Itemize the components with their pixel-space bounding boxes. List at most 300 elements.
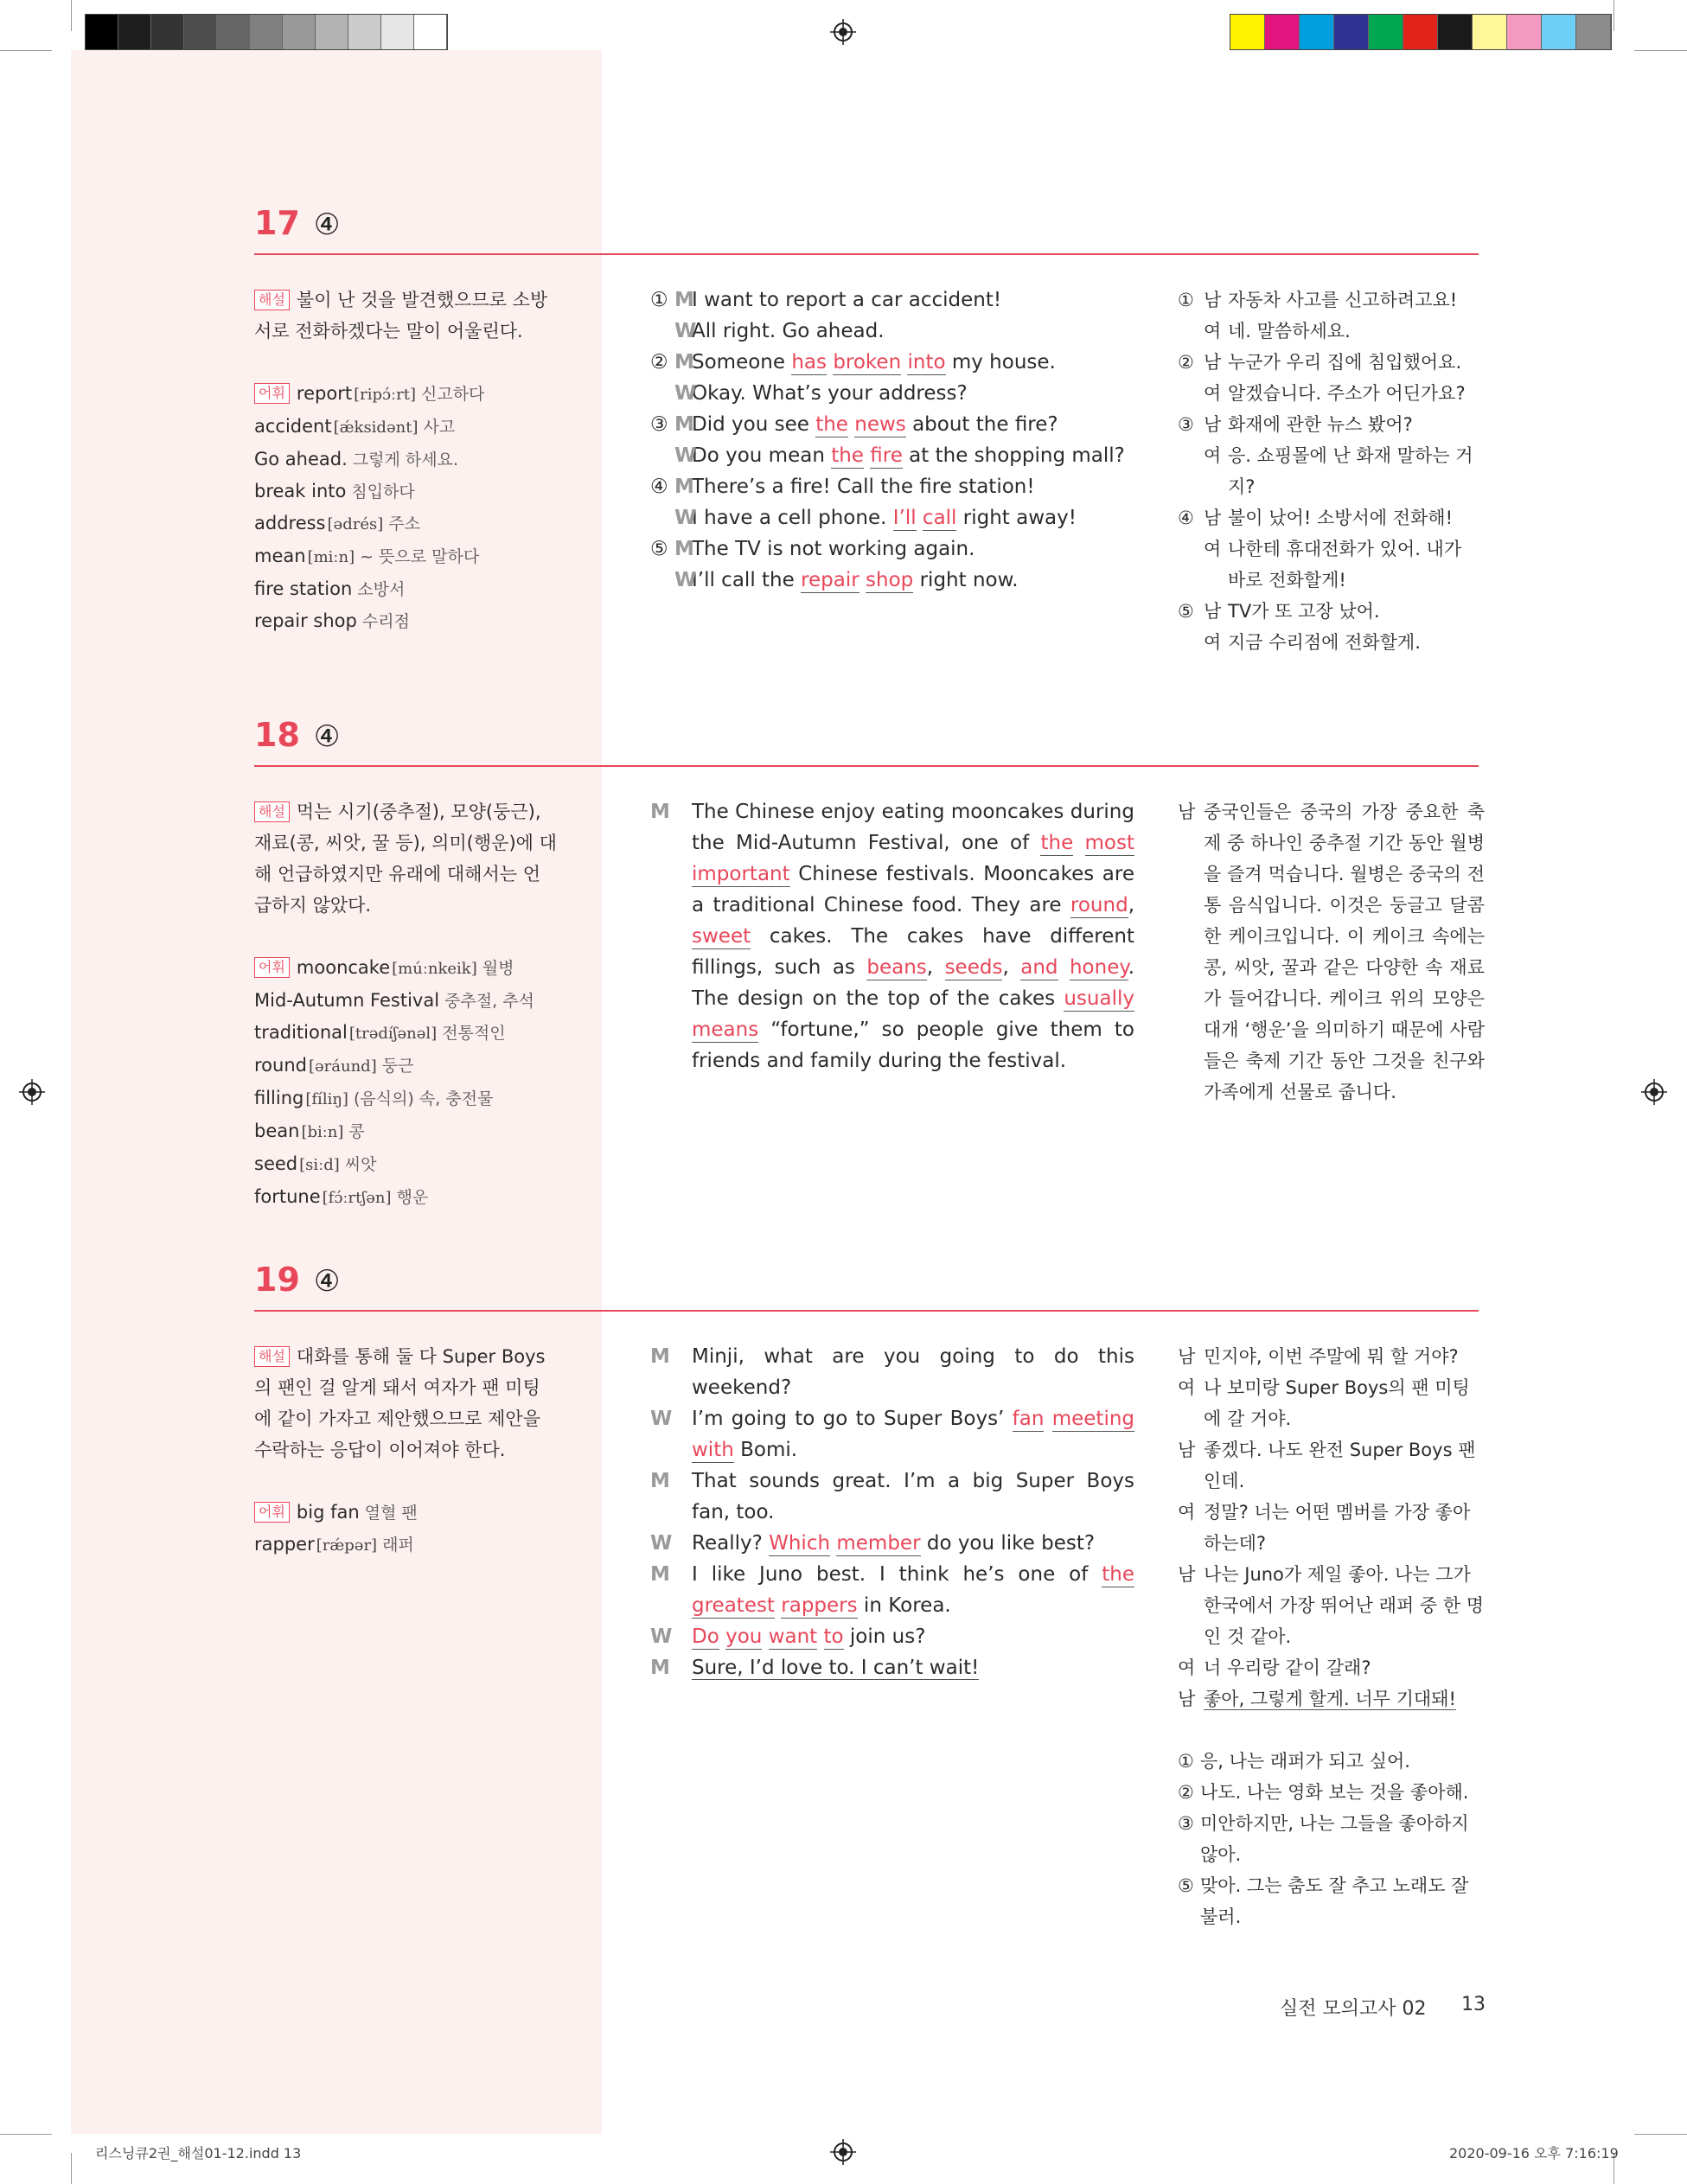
line-text: There’s a fire! Call the fire station! [692, 476, 1035, 498]
q17-dialogue [650, 284, 1134, 596]
answer-option [1178, 1777, 1485, 1808]
option-number: ⑤ [1178, 601, 1194, 622]
speaker-label: 여 [1204, 539, 1222, 559]
speaker-label: W [674, 569, 697, 591]
color-swatch [1265, 15, 1300, 49]
speaker-label: 남 [1178, 1564, 1196, 1585]
translation-text: 나 보미랑 Super Boys의 팬 미팅에 갈 거야. [1204, 1377, 1470, 1429]
dialogue-line [650, 502, 1134, 533]
q19-answer-options [1178, 1746, 1485, 1932]
vocab-meaning: 둥근 [381, 1057, 414, 1076]
line-text: Do you mean the fire at the shopping mall? [692, 444, 1125, 467]
page-number: 13 [1461, 1994, 1486, 2015]
line-text: I’ll call the repair shop right now. [692, 569, 1019, 591]
dialogue-line [650, 378, 1134, 409]
q18-translation [1178, 796, 1485, 1108]
translation-line [1178, 1341, 1485, 1372]
q19-translation-column [1178, 1341, 1485, 1932]
registration-mark-right [1641, 1079, 1667, 1105]
vocab-meaning: 중추절, 추석 [444, 992, 534, 1011]
answer-blank: greatest [692, 1594, 775, 1617]
vocab-item [254, 540, 557, 573]
line-text: I want to report a car accident! [692, 289, 1002, 311]
speaker-label: 남 [1178, 1440, 1196, 1460]
translation-line [1178, 284, 1485, 316]
vocab-meaning: 사고 [423, 418, 456, 437]
answer-blank: to [823, 1625, 844, 1648]
dialogue-line [650, 1621, 1134, 1652]
vocab-meaning: 래퍼 [382, 1536, 414, 1555]
translation-line [1178, 1497, 1485, 1559]
option-text: 맞아. 그는 춤도 잘 추고 노래도 잘 불러. [1200, 1875, 1469, 1927]
translation-text: 불이 났어! 소방서에 전화해! [1228, 508, 1454, 528]
vocab-tag: 어휘 [254, 383, 290, 404]
vocab-word: mean [254, 546, 306, 566]
speaker-label: 여 [1178, 1657, 1196, 1678]
option-text: 나도. 나는 영화 보는 것을 좋아해. [1200, 1782, 1469, 1803]
answer-blank: repair [801, 569, 859, 591]
speaker-label: M [650, 1345, 670, 1368]
vocab-item [254, 1050, 557, 1082]
translation-line [1178, 533, 1485, 596]
speaker-label: M [674, 351, 694, 374]
translation-line [1178, 502, 1485, 533]
vocab-item [254, 508, 557, 540]
gray-swatch [217, 15, 250, 49]
vocab-meaning: 씨앗 [344, 1155, 377, 1174]
section-divider [254, 765, 1479, 767]
line-text: Someone has broken into my house. [692, 351, 1056, 374]
speaker-label: W [650, 1532, 673, 1555]
translation-text: 지금 수리점에 전화할게. [1228, 632, 1421, 653]
speaker-label: M [674, 538, 694, 560]
vocab-meaning: (음식의) 속, 충전물 [353, 1089, 494, 1108]
vocab-pronunciation: [ǽksidənt] [333, 418, 419, 437]
answer-choice: ④ [313, 1264, 341, 1299]
vocab-word: accident [254, 416, 332, 437]
answer-option [1178, 1870, 1485, 1932]
answer-blank: I’ll [892, 507, 917, 529]
vocab-word: fortune [254, 1186, 321, 1207]
vocab-meaning: 월병 [482, 959, 514, 978]
vocab-word: fire station [254, 578, 353, 599]
translation-text: 좋아, 그렇게 할게. 너무 기대돼! [1204, 1689, 1456, 1709]
line-text: All right. Go ahead. [692, 320, 885, 342]
dialogue-line [650, 409, 1134, 440]
translation-line [1178, 1559, 1485, 1652]
vocab-tag: 어휘 [254, 957, 290, 978]
vocab-item [254, 573, 557, 605]
vocab-pronunciation: [miːn] [307, 548, 355, 566]
translation-text: 나는 Juno가 제일 좋아. 나는 그가 한국에서 가장 뛰어난 래퍼 중 한 명인 것 같아. [1204, 1564, 1485, 1647]
option-number: ① [1178, 290, 1194, 310]
crop-mark [0, 2134, 52, 2135]
answer-blank: broken [833, 351, 902, 374]
option-number: ③ [1178, 414, 1194, 435]
color-swatch [1230, 15, 1265, 49]
option-number: ⑤ [650, 538, 668, 560]
option-number: ② [1178, 1782, 1194, 1803]
speaker-label: M [650, 801, 670, 823]
vocab-tag: 어휘 [254, 1502, 290, 1523]
q19-explanation-column [254, 1341, 557, 1561]
vocab-word: bean [254, 1121, 300, 1141]
translation-line [1178, 596, 1485, 627]
dialogue-line [650, 1528, 1134, 1559]
translation-text: 누군가 우리 집에 침입했어요. [1228, 352, 1462, 373]
vocab-meaning: ~ 뜻으로 말하다 [360, 547, 480, 566]
line-text: I’m going to go to Super Boys’ fan meeting with Bomi. [692, 1408, 1135, 1461]
option-number: ① [1178, 1751, 1194, 1772]
translation-line [1178, 409, 1485, 440]
section-label: 실전 모의고사 02 [1280, 1998, 1427, 2020]
question-number: 18 [254, 716, 300, 754]
speaker-label: 여 [1178, 1377, 1196, 1398]
translation-row [1178, 796, 1485, 1108]
line-text: Did you see the news about the fire? [692, 413, 1058, 436]
answer-blank: sweet [692, 925, 751, 948]
explanation-tag: 해설 [254, 801, 290, 822]
color-swatch [1369, 15, 1403, 49]
vocab-pronunciation: [trədíʃənəl] [348, 1025, 438, 1043]
explanation-text: 먹는 시기(중추절), 모양(둥근), 재료(콩, 씨앗, 꿀 등), 의미(행운)에 대해 언급하였지만 유래에 대해서는 언급하지 않았다. [254, 801, 557, 916]
registration-mark-top [830, 19, 856, 45]
vocabulary-list [254, 1497, 557, 1561]
answer-blank: the [815, 413, 848, 436]
dialogue-line [650, 471, 1134, 502]
crop-mark [1634, 2134, 1687, 2135]
vocab-item [254, 1148, 557, 1181]
dialogue-line [650, 1466, 1134, 1528]
vocab-meaning: 수리점 [361, 612, 410, 631]
translation-text: 좋겠다. 나도 완전 Super Boys 팬인데. [1204, 1440, 1476, 1491]
explanation [254, 1341, 557, 1466]
vocab-item [254, 1017, 557, 1050]
translation-text: TV가 또 고장 났어. [1228, 601, 1380, 622]
answer-blank: usually [1064, 987, 1134, 1010]
translation-text: 알겠습니다. 주소가 어딘가요? [1228, 383, 1466, 404]
crop-mark [1634, 50, 1687, 51]
dialogue-line [650, 533, 1134, 565]
translation-line [1178, 1434, 1485, 1497]
vocab-pronunciation: [biːn] [301, 1123, 344, 1141]
vocab-pronunciation: [ripɔ́ːrt] [354, 386, 416, 404]
speaker-label: W [674, 382, 697, 405]
speaker-label: W [650, 1408, 673, 1430]
gray-swatch [316, 15, 348, 49]
question-19-heading [254, 1261, 340, 1299]
vocab-word: filling [254, 1088, 304, 1108]
vocab-item [254, 378, 557, 411]
vocab-item [254, 605, 557, 637]
translation-text: 자동차 사고를 신고하려고요! [1228, 290, 1458, 310]
answer-blank: and [1020, 956, 1058, 979]
answer-blank: most [1084, 832, 1134, 854]
explanation [254, 284, 557, 347]
dialogue-line [650, 316, 1134, 347]
answer-blank: want [768, 1625, 818, 1648]
answer-blank: meeting [1051, 1408, 1135, 1430]
line-text: Really? Which member do you like best? [692, 1532, 1096, 1555]
dialogue-line [650, 565, 1134, 596]
option-number: ③ [650, 413, 668, 436]
vocab-pronunciation: [ədrés] [327, 515, 384, 533]
translation-line [1178, 378, 1485, 409]
vocab-item [254, 985, 557, 1017]
answer-blank: shop [866, 569, 914, 591]
vocab-meaning: 주소 [388, 514, 420, 533]
vocab-item [254, 1497, 557, 1529]
color-swatch [1438, 15, 1473, 49]
translation-line [1178, 440, 1485, 502]
answer-blank: into [907, 351, 946, 374]
answer-blank: news [854, 413, 906, 436]
line-text: The TV is not working again. [692, 538, 975, 560]
vocab-meaning: 그렇게 하세요. [352, 450, 458, 469]
gray-swatch [151, 15, 184, 49]
translation-line [1178, 1372, 1485, 1434]
answer-blank: rappers [781, 1594, 858, 1617]
speaker-label: M [674, 476, 694, 498]
speaker-label: M [674, 413, 694, 436]
speaker-label: 남 [1178, 801, 1196, 822]
vocabulary-list [254, 378, 557, 637]
translation-text: 너 우리랑 같이 갈래? [1204, 1657, 1371, 1678]
color-swatch [1576, 15, 1611, 49]
speaker-label: M [650, 1657, 670, 1679]
question-number: 17 [254, 204, 300, 242]
answer-blank: Which [769, 1532, 831, 1555]
vocab-pronunciation: [rǽpər] [316, 1536, 378, 1555]
vocab-word: report [296, 383, 353, 404]
translation-text: 응. 쇼핑몰에 난 화재 말하는 거지? [1228, 445, 1473, 497]
answer-blank: the [1102, 1563, 1134, 1586]
answer-blank: seeds [944, 956, 1003, 979]
translation-text: 중국인들은 중국의 가장 중요한 축제 중 하나인 중추절 기간 동안 월병을 즐겨 먹습니다. 월병은 중국의 전통 음식입니다. 이것은 둥글고 달콤한 케이크입니다. 이 케이크 속에는 콩, 씨앗, 꿀과 같은 다양한 속 재료가 들어갑니다. 케이크 위의 모양은 대개 ‘행운’을 의미하기 때문에 사람들은 축제 기간 동안 그것을 친구와 가족에게 선물로 줍니다. [1204, 801, 1485, 1102]
option-number: ④ [650, 476, 668, 498]
dialogue-line [650, 440, 1134, 471]
answer-blank: Do [692, 1625, 719, 1648]
vocab-item [254, 476, 557, 508]
speaker-label: M [650, 1470, 670, 1492]
explanation-text: 불이 난 것을 발견했으므로 소방서로 전화하겠다는 말이 어울린다. [254, 290, 548, 342]
gray-swatch [283, 15, 316, 49]
process-color-bar [1230, 14, 1612, 50]
vocab-item [254, 1115, 557, 1148]
speaker-label: 여 [1178, 1502, 1196, 1523]
option-text: 미안하지만, 나는 그들을 좋아하지 않아. [1200, 1813, 1469, 1865]
dialogue-line [650, 1559, 1134, 1621]
vocab-meaning: 전통적인 [442, 1024, 506, 1043]
speaker-label: 남 [1204, 601, 1222, 622]
translation-line [1178, 627, 1485, 658]
line-text: That sounds great. I’m a big Super Boys fan, too. [692, 1470, 1134, 1523]
crop-mark [0, 50, 52, 51]
answer-option [1178, 1746, 1485, 1777]
translation-text: 네. 말씀하세요. [1228, 321, 1351, 342]
vocab-word: Mid-Autumn Festival [254, 990, 440, 1011]
vocab-pronunciation: [əráund] [308, 1057, 377, 1076]
q18-explanation-column [254, 796, 557, 1214]
q19-translation [1178, 1341, 1485, 1715]
translation-text: 나한테 휴대전화가 있어. 내가 바로 전화할게! [1228, 539, 1462, 591]
speaker-label: 남 [1178, 1689, 1196, 1709]
line-text: Do you want to join us? [692, 1625, 926, 1648]
vocab-meaning: 열혈 팬 [364, 1504, 418, 1523]
vocab-word: round [254, 1055, 307, 1076]
question-17-heading [254, 204, 340, 242]
line-text: Minji, what are you going to do this weekend? [692, 1345, 1134, 1399]
option-number: ② [650, 351, 668, 374]
registration-mark-bottom [830, 2139, 856, 2165]
speaker-label: W [674, 320, 697, 342]
dialogue-line [650, 284, 1134, 316]
vocab-pronunciation: [fíliŋ] [305, 1090, 348, 1108]
vocab-item [254, 1529, 557, 1561]
vocab-item [254, 444, 557, 476]
answer-blank: honey [1069, 956, 1128, 979]
vocab-word: traditional [254, 1022, 348, 1043]
speaker-label: 여 [1204, 383, 1222, 404]
vocab-meaning: 행운 [396, 1188, 429, 1207]
gray-swatch [381, 15, 414, 49]
crop-mark [71, 0, 72, 31]
crop-mark [71, 2153, 72, 2184]
explanation-tag: 해설 [254, 290, 290, 310]
grayscale-color-bar [85, 14, 448, 50]
dialogue-line [650, 1403, 1134, 1466]
gray-swatch [250, 15, 283, 49]
option-number: ⑤ [1178, 1875, 1194, 1896]
gray-swatch [118, 15, 151, 49]
answer-blank: beans [866, 956, 927, 979]
vocab-word: seed [254, 1153, 298, 1174]
translation-text: 화재에 관한 뉴스 봤어? [1228, 414, 1413, 435]
explanation-text: 대화를 통해 둘 다 Super Boys의 팬인 걸 알게 돼서 여자가 팬 미팅에 같이 가자고 제안했으므로 제안을 수락하는 응답이 이어져야 한다. [254, 1346, 546, 1460]
translation-line [1178, 347, 1485, 378]
vocab-pronunciation: [siːd] [299, 1156, 340, 1174]
option-number: ① [650, 289, 668, 311]
line-text [692, 1657, 979, 1680]
answer-sentence: Sure, I’d love to. I can’t wait! [692, 1657, 980, 1679]
vocabulary-list [254, 952, 557, 1214]
print-date-slug: 2020-09-16 오후 7:16:19 [1449, 2145, 1619, 2162]
speaker-label: M [674, 289, 694, 311]
translation-text: 정말? 너는 어떤 멤버를 가장 좋아하는데? [1204, 1502, 1471, 1554]
section-divider [254, 253, 1479, 255]
speaker-label: 여 [1204, 632, 1222, 653]
translation-line [1178, 316, 1485, 347]
answer-blank: fire [870, 444, 903, 467]
dialogue-line [650, 347, 1134, 378]
answer-blank: member [836, 1532, 921, 1555]
translation-text: 민지야, 이번 주말에 뭐 할 거야? [1204, 1346, 1459, 1367]
option-number: ④ [1178, 508, 1194, 528]
vocab-item [254, 1181, 557, 1214]
vocab-item [254, 1082, 557, 1115]
dialogue-line [650, 1341, 1134, 1403]
section-divider [254, 1310, 1479, 1312]
vocab-word: rapper [254, 1534, 315, 1555]
color-swatch [1300, 15, 1334, 49]
color-swatch [1403, 15, 1438, 49]
dialogue-line [650, 1652, 1134, 1683]
q17-explanation-column [254, 284, 557, 637]
file-slug: 리스닝큐2권_해설01-12.indd 13 [95, 2145, 302, 2162]
explanation [254, 796, 557, 921]
answer-choice: ④ [313, 208, 341, 242]
speaker-label: 남 [1204, 414, 1222, 435]
question-number: 19 [254, 1261, 300, 1299]
color-swatch [1334, 15, 1369, 49]
option-text: 응, 나는 래퍼가 되고 싶어. [1200, 1751, 1410, 1772]
answer-blank: the [831, 444, 864, 467]
q18-monologue [650, 796, 1134, 1076]
line-text: I like Juno best. I think he’s one of the greatest rappers in Korea. [692, 1563, 1134, 1617]
monologue-text: The Chinese enjoy eating mooncakes during the Mid-Autumn Festival, one of the most important Chinese festivals. Mooncakes are a traditional Chinese food. They are round, sweet cakes. The cakes have different fillings, such as beans, seeds, and honey. The design on the top of the cakes usually means “fortune,” so people give them to friends and family during the festival. [692, 801, 1135, 1072]
answer-blank: round [1070, 894, 1128, 916]
vocab-meaning: 콩 [348, 1122, 365, 1141]
line-text: I have a cell phone. I’ll call right away! [692, 507, 1077, 529]
q19-dialogue [650, 1341, 1134, 1683]
gray-swatch [184, 15, 217, 49]
vocab-word: break into [254, 481, 347, 501]
vocab-word: mooncake [296, 957, 391, 978]
speaker-label: 여 [1204, 321, 1222, 342]
speaker-label: 남 [1204, 290, 1222, 310]
speaker-label: 남 [1204, 508, 1222, 528]
answer-blank: has [791, 351, 827, 374]
vocab-word: big fan [296, 1502, 360, 1523]
monologue-row [650, 796, 1134, 1076]
speaker-label: W [650, 1625, 673, 1648]
answer-blank: the [1040, 832, 1074, 854]
option-number: ② [1178, 352, 1194, 373]
vocab-word: repair shop [254, 610, 357, 631]
vocab-meaning: 침입하다 [351, 482, 415, 501]
vocab-meaning: 신고하다 [420, 385, 485, 404]
vocab-meaning: 소방서 [357, 580, 406, 599]
answer-blank: important [692, 863, 790, 885]
color-swatch [1507, 15, 1542, 49]
speaker-label: W [674, 507, 697, 529]
gray-swatch [86, 15, 118, 49]
translation-line [1178, 1683, 1485, 1715]
answer-blank: means [692, 1019, 759, 1041]
answer-blank: fan [1012, 1408, 1045, 1430]
color-swatch [1473, 15, 1507, 49]
speaker-label: 남 [1204, 352, 1222, 373]
vocab-pronunciation: [fɔ́ːrtʃən] [322, 1189, 392, 1207]
gray-swatch [348, 15, 381, 49]
vocab-item [254, 411, 557, 444]
vocab-word: address [254, 513, 326, 533]
q17-translation [1178, 284, 1485, 658]
speaker-label: 여 [1204, 445, 1222, 466]
answer-blank: call [922, 507, 957, 529]
answer-blank: you [725, 1625, 763, 1648]
option-number: ③ [1178, 1813, 1194, 1834]
translation-line [1178, 1652, 1485, 1683]
vocab-pronunciation: [múːnkeik] [392, 960, 477, 978]
registration-mark-left [19, 1079, 45, 1105]
answer-blank: with [692, 1439, 734, 1461]
answer-choice: ④ [313, 719, 341, 754]
vocab-item [254, 952, 557, 985]
explanation-tag: 해설 [254, 1346, 290, 1367]
answer-option [1178, 1808, 1485, 1870]
gray-swatch [414, 15, 447, 49]
